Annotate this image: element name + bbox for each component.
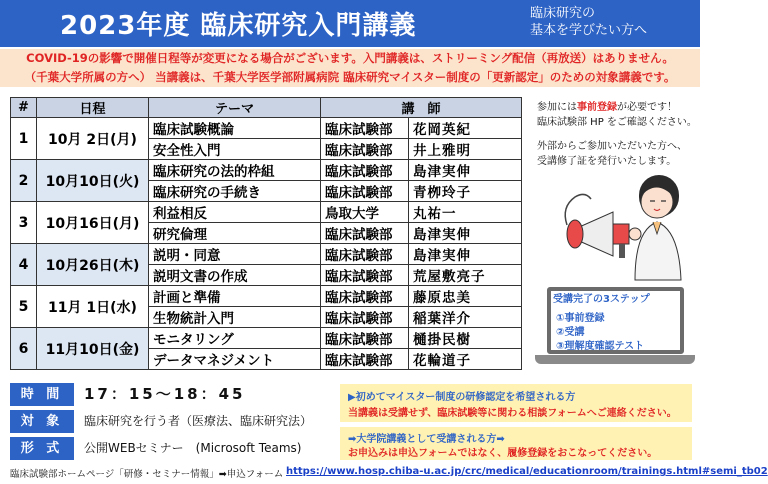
session-theme: モニタリング bbox=[149, 328, 321, 349]
pre-registration-emphasis: 事前登録 bbox=[577, 102, 617, 113]
lecturer-name: 藤原忠美 bbox=[409, 286, 522, 307]
session-theme: 生物統計入門 bbox=[149, 307, 321, 328]
graduate-info-box: ➡大学院講義として受講される方➡ お申込みは申込フォームではなく、履修登録をおこなってください。 bbox=[340, 427, 692, 460]
lecturer-name: 丸祐一 bbox=[409, 202, 522, 223]
info-row-target bbox=[10, 410, 330, 433]
session-theme: 利益相反 bbox=[149, 202, 321, 223]
lecturer-dept: 臨床試験部 bbox=[321, 223, 409, 244]
lecturer-dept: 臨床試験部 bbox=[321, 118, 409, 139]
table-row bbox=[11, 328, 522, 349]
session-theme: 説明・同意 bbox=[149, 244, 321, 265]
table-row bbox=[11, 244, 522, 265]
meister-notice: （千葉大学所属の方へ） 当講義は、千葉大学医学部附属病院 臨床研究マイスター制度の「更新認定」のための対象講義です。 bbox=[24, 70, 676, 84]
session-number: 3 bbox=[11, 202, 37, 244]
lecturer-name: 花岡英紀 bbox=[409, 118, 522, 139]
session-date: 11月 1日(水) bbox=[37, 286, 149, 328]
lecturer-name: 荒屋敷亮子 bbox=[409, 265, 522, 286]
session-theme: データマネジメント bbox=[149, 349, 321, 370]
registration-link[interactable]: https://www.hosp.chiba-u.ac.jp/crc/medical/educationroom/trainings.html#semi_tb02 bbox=[286, 466, 768, 477]
megaphone-person-illustration bbox=[557, 170, 692, 280]
lecturer-name: 島津実伸 bbox=[409, 160, 522, 181]
lecturer-dept: 臨床試験部 bbox=[321, 139, 409, 160]
col-header-date: 日程 bbox=[37, 98, 149, 118]
session-number: 5 bbox=[11, 286, 37, 328]
col-header-theme: テーマ bbox=[149, 98, 321, 118]
table-row bbox=[11, 118, 522, 139]
session-theme: 研究倫理 bbox=[149, 223, 321, 244]
info-row-format bbox=[10, 437, 330, 460]
meister-info-box: ▶初めてマイスター制度の研修認定を希望される方 当講義は受講せず、臨床試験等に関わる相談フォームへご連絡ください。 bbox=[340, 384, 692, 422]
lecturer-name: 樋掛民樹 bbox=[409, 328, 522, 349]
schedule-table bbox=[10, 97, 522, 370]
steps-title: 受講完了の3ステップ bbox=[553, 294, 650, 305]
lecturer-dept: 臨床試験部 bbox=[321, 244, 409, 265]
lecturer-name: 井上雅明 bbox=[409, 139, 522, 160]
target-value: 臨床研究を行う者（医療法、臨床研究法） bbox=[84, 414, 313, 428]
header-subtitle: 臨床研究の 基本を学びたい方へ bbox=[530, 6, 648, 38]
session-number: 1 bbox=[11, 118, 37, 160]
time-label: 時 間 bbox=[10, 383, 74, 406]
table-row bbox=[11, 202, 522, 223]
lecturer-dept: 臨床試験部 bbox=[321, 160, 409, 181]
target-label: 対 象 bbox=[10, 410, 74, 433]
session-theme: 臨床試験概論 bbox=[149, 118, 321, 139]
pointer-icon: ▶ bbox=[348, 392, 356, 403]
table-header-row bbox=[11, 98, 522, 118]
lecturer-dept: 臨床試験部 bbox=[321, 286, 409, 307]
lecturer-dept: 臨床試験部 bbox=[321, 265, 409, 286]
lecturer-name: 島津実伸 bbox=[409, 223, 522, 244]
format-value: 公開WEBセミナー (Microsoft Teams) bbox=[84, 441, 302, 455]
lecturer-dept: 臨床試験部 bbox=[321, 349, 409, 370]
session-number: 2 bbox=[11, 160, 37, 202]
session-theme: 安全性入門 bbox=[149, 139, 321, 160]
lecturer-dept: 臨床試験部 bbox=[321, 181, 409, 202]
lecturer-name: 花輪道子 bbox=[409, 349, 522, 370]
col-header-num: # bbox=[11, 98, 37, 118]
header-banner bbox=[0, 0, 700, 47]
format-label: 形 式 bbox=[10, 437, 74, 460]
lecturer-dept: 臨床試験部 bbox=[321, 328, 409, 349]
notice-banner bbox=[0, 49, 700, 87]
session-theme: 臨床研究の法的枠組 bbox=[149, 160, 321, 181]
session-theme: 説明文書の作成 bbox=[149, 265, 321, 286]
session-number: 6 bbox=[11, 328, 37, 370]
registration-note: 参加には事前登録が必要です！ 臨床試験部 HP をご確認ください。 外部からご参加いただいた方へ、 受講修了証を発行いたします。 bbox=[537, 102, 697, 167]
arrow-icon: ➡ bbox=[348, 434, 357, 445]
lecturer-name: 青栁玲子 bbox=[409, 181, 522, 202]
info-row-time bbox=[10, 383, 330, 406]
lecturer-dept: 鳥取大学 bbox=[321, 202, 409, 223]
schedule-body bbox=[11, 118, 522, 370]
session-date: 10月26日(木) bbox=[37, 244, 149, 286]
step-item: ①事前登録 bbox=[556, 313, 605, 324]
step-item: ③理解度確認テスト bbox=[556, 341, 645, 352]
session-date: 10月 2日(月) bbox=[37, 118, 149, 160]
footer-text: 臨床試験部ホームページ「研修・セミナー情報」➡申込フォーム bbox=[10, 469, 284, 480]
table-row bbox=[11, 286, 522, 307]
session-date: 11月10日(金) bbox=[37, 328, 149, 370]
page-title: 2023年度 臨床研究入門講義 bbox=[60, 11, 417, 41]
lecturer-name: 稲葉洋介 bbox=[409, 307, 522, 328]
lecturer-dept: 臨床試験部 bbox=[321, 307, 409, 328]
laptop-base bbox=[535, 355, 695, 364]
session-theme: 臨床研究の手続き bbox=[149, 181, 321, 202]
col-header-lecturer: 講 師 bbox=[321, 98, 522, 118]
table-row bbox=[11, 160, 522, 181]
session-number: 4 bbox=[11, 244, 37, 286]
step-item: ②受講 bbox=[556, 327, 585, 338]
time-value: 17：15～18：45 bbox=[84, 385, 246, 403]
lecturer-name: 島津実伸 bbox=[409, 244, 522, 265]
covid-notice: COVID-19の影響で開催日程等が変更になる場合がございます。入門講義は、ストリーミング配信（再放送）はありません。 bbox=[26, 51, 674, 65]
session-date: 10月16日(月) bbox=[37, 202, 149, 244]
session-theme: 計画と準備 bbox=[149, 286, 321, 307]
session-date: 10月10日(火) bbox=[37, 160, 149, 202]
